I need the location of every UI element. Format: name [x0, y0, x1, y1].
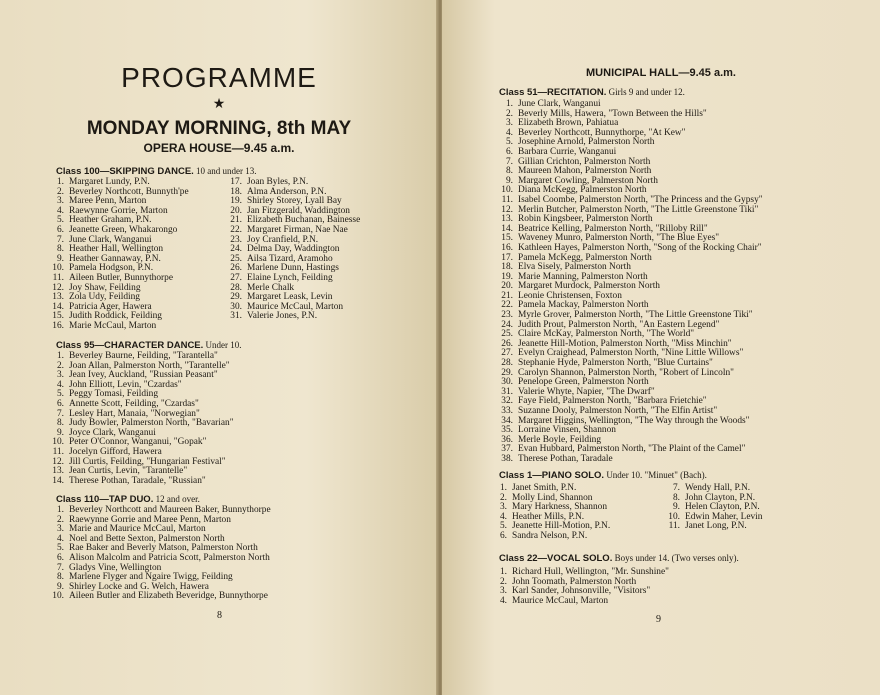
class-51-list [495, 100, 763, 465]
item-number: 3. [56, 524, 64, 535]
item-number: 2. [505, 108, 513, 119]
item-number: 6. [56, 398, 64, 409]
item-text: Jean Curtis, Levin, "Tarantelle" [69, 466, 188, 477]
item-number: 4. [56, 379, 64, 390]
item-number: 11. [52, 272, 64, 283]
item-text: Margaret Firman, Nae Nae [247, 224, 348, 235]
class-95-heading: Class 95—CHARACTER DANCE. Under 10. [56, 340, 242, 351]
item-text: Elizabeth Brown, Pahiatua [518, 118, 619, 129]
item-text: Heather Hall, Wellington [69, 244, 164, 255]
item-number: 7. [505, 156, 513, 167]
item-text: Penelope Green, Palmerston North [518, 377, 649, 388]
item-number: 13. [52, 292, 64, 303]
item-text: Delma Day, Waddington [247, 244, 340, 255]
item-text: Patricia Ager, Hawera [69, 301, 152, 312]
class-22-heading: Class 22—VOCAL SOLO. Boys under 14. (Two verses only). [499, 553, 739, 564]
item-text: Valerie Whyte, Napier, "The Dwarf" [518, 386, 655, 397]
item-text: Alison Malcolm and Patricia Scott, Palmerston North [69, 552, 270, 563]
item-text: Pamela Hodgson, P.N. [69, 263, 154, 274]
item-number: 20. [230, 205, 242, 216]
item-number: 23. [230, 234, 242, 245]
item-number: 20. [501, 281, 513, 292]
item-text: Beverley Northcott and Maureen Baker, Bunnythorpe [69, 505, 271, 515]
item-number: 29. [501, 367, 513, 378]
class-51-heading: Class 51—RECITATION. Girls 9 and under 12. [499, 87, 685, 98]
item-number: 3. [56, 196, 64, 207]
item-number: 6. [56, 224, 64, 235]
item-number: 30. [501, 377, 513, 388]
item-text: Raewynne Gorrie and Maree Penn, Marton [69, 514, 231, 525]
item-text: Gillian Crichton, Palmerston North [518, 156, 651, 167]
item-text: Mary Harkness, Shannon [512, 502, 608, 513]
class-1-list-a [489, 484, 610, 542]
item-number: 4. [505, 127, 513, 138]
list-item [662, 522, 762, 532]
item-text: Merle Chalk [247, 282, 295, 293]
item-number: 25. [230, 253, 242, 264]
item-number: 2. [56, 514, 64, 525]
item-number: 16. [52, 320, 64, 331]
item-number: 26. [501, 338, 513, 349]
item-text: Valerie Jones, P.N. [247, 311, 318, 322]
page-number: 9 [656, 614, 661, 625]
item-text: Waveney Munro, Palmerston North, "The Blue Eyes" [518, 233, 720, 244]
item-number: 35. [501, 425, 513, 436]
item-number: 8. [56, 572, 64, 583]
item-text: Jeanette Green, Whakarongo [69, 224, 178, 235]
list-item [46, 322, 189, 332]
item-text: Jeanette Hill-Motion, Palmerston North, "Miss Minchin" [518, 338, 732, 349]
item-number: 18. [501, 262, 513, 273]
item-number: 16. [501, 242, 513, 253]
item-number: 22. [501, 300, 513, 311]
item-number: 18. [230, 186, 242, 197]
item-number: 21. [501, 290, 513, 301]
item-number: 1. [56, 351, 64, 361]
list-item [495, 455, 763, 465]
item-number: 8. [56, 418, 64, 429]
item-number: 3. [499, 586, 507, 597]
item-number: 3. [56, 370, 64, 381]
item-text: John Toomath, Palmerston North [512, 576, 637, 587]
item-number: 5. [56, 543, 64, 554]
item-number: 17. [501, 252, 513, 263]
item-number: 23. [501, 310, 513, 321]
item-number: 14. [501, 223, 513, 234]
item-text: Joan Allan, Palmerston North, "Tarantelle" [69, 360, 230, 371]
item-number: 11. [668, 521, 680, 532]
item-text: Beverly Mills, Hawera, "Town Between the Hills" [518, 108, 707, 119]
item-number: 9. [505, 175, 513, 186]
item-number: 2. [56, 360, 64, 371]
item-text: Heather Gannaway, P.N. [69, 253, 161, 264]
item-number: 31. [501, 386, 513, 397]
item-number: 8. [505, 166, 513, 177]
item-text: Jean Ivey, Auckland, "Russian Peasant" [69, 370, 218, 381]
item-text: Gladys Vine, Wellington [69, 562, 162, 573]
item-number: 12. [52, 456, 64, 467]
item-text: Karl Sander, Johnsonville, "Visitors" [512, 586, 651, 597]
item-number: 14. [52, 301, 64, 312]
item-number: 12. [52, 282, 64, 293]
item-number: 17. [230, 177, 242, 187]
list-item [489, 532, 610, 542]
item-number: 10. [52, 263, 64, 274]
star-icon: ★ [212, 95, 226, 111]
item-number: 7. [56, 234, 64, 245]
item-number: 12. [501, 204, 513, 215]
item-text: Josephine Arnold, Palmerston North [518, 137, 655, 148]
item-text: Judy Bowler, Palmerston North, "Bavarian" [69, 418, 234, 429]
item-text: Shirley Storey, Lyall Bay [247, 196, 342, 207]
item-text: Leonie Christensen, Foxton [518, 290, 622, 301]
item-number: 22. [230, 224, 242, 235]
item-text: Marlene Flyger and Ngaire Twigg, Feilding [69, 572, 233, 583]
item-number: 29. [230, 292, 242, 303]
item-text: Maureen Mahon, Palmerston North [518, 166, 652, 177]
item-text: Merlin Butcher, Palmerston North, "The Little Greenstone Tiki" [518, 204, 759, 215]
item-number: 6. [505, 146, 513, 157]
class-22-list [489, 568, 669, 606]
item-number: 1. [56, 505, 64, 515]
item-text: Beatrice Kelling, Palmerston North, "Rilloby Rill" [518, 223, 708, 234]
item-number: 27. [501, 348, 513, 359]
item-number: 4. [56, 205, 64, 216]
item-text: Helen Clayton, P.N. [685, 502, 760, 513]
item-text: Elizabeth Buchanan, Bainesse [247, 215, 361, 226]
class-110-list [46, 506, 271, 602]
item-number: 37. [501, 444, 513, 455]
item-text: Wendy Hall, P.N. [685, 483, 751, 493]
item-text: June Clark, Wanganui [518, 99, 601, 109]
item-text: Peter O'Connor, Wanganui, "Gopak" [69, 437, 207, 448]
item-number: 21. [230, 215, 242, 226]
item-number: 15. [501, 233, 513, 244]
item-number: 36. [501, 434, 513, 445]
item-text: Molly Lind, Shannon [512, 492, 593, 503]
page-number: 8 [217, 610, 222, 621]
class-100-list-b [224, 178, 360, 322]
class-1-list-b [662, 484, 762, 532]
item-text: Noel and Bette Sexton, Palmerston North [69, 533, 225, 544]
right-page [442, 0, 880, 695]
item-text: Janet Smith, P.N. [512, 483, 577, 493]
item-text: Rae Baker and Beverly Matson, Palmerston North [69, 543, 258, 554]
item-number: 32. [501, 396, 513, 407]
item-number: 7. [56, 408, 64, 419]
item-number: 1. [499, 483, 507, 493]
item-number: 33. [501, 406, 513, 416]
item-number: 24. [501, 319, 513, 330]
item-number: 10. [52, 591, 64, 602]
item-text: Isabel Coombe, Palmerston North, "The Princess and the Gypsy" [518, 194, 763, 205]
item-number: 9. [56, 581, 64, 592]
item-number: 6. [56, 552, 64, 563]
list-item [46, 477, 234, 487]
item-text: Heather Graham, P.N. [69, 215, 152, 226]
item-text: Lorraine Vinsen, Shannon [518, 425, 616, 436]
item-text: Lesley Hart, Manaia, "Norwegian" [69, 408, 200, 419]
item-number: 15. [52, 311, 64, 322]
item-number: 38. [501, 453, 513, 464]
item-number: 10. [501, 185, 513, 196]
item-number: 28. [501, 358, 513, 369]
item-text: Marie McCaul, Marton [69, 320, 157, 331]
item-text: Richard Hull, Wellington, "Mr. Sunshine" [512, 567, 669, 577]
class-1-heading: Class 1—PIANO SOLO. Under 10. "Minuet" (Bach). [499, 470, 707, 481]
item-text: Sandra Nelson, P.N. [512, 530, 588, 541]
item-number: 8. [56, 244, 64, 255]
item-number: 5. [499, 521, 507, 532]
item-number: 27. [230, 272, 242, 283]
item-text: Therese Pothan, Taradale [518, 453, 613, 464]
item-text: Maree Penn, Marton [69, 196, 147, 207]
item-text: Pamela Mackay, Palmerston North [518, 300, 649, 311]
item-number: 28. [230, 282, 242, 293]
item-text: Zola Udy, Feilding [69, 292, 140, 303]
item-text: Peggy Tomasi, Feilding [69, 389, 159, 400]
item-text: Suzanne Dooly, Palmerston North, "The Elfin Artist" [518, 406, 718, 416]
item-text: Aileen Butler and Elizabeth Beveridge, Bunnythorpe [69, 591, 268, 602]
item-text: Margaret Cowling, Palmerston North [518, 175, 658, 186]
item-number: 30. [230, 301, 242, 312]
item-text: Carolyn Shannon, Palmerston North, "Robert of Lincoln" [518, 367, 734, 378]
item-text: Raewynne Gorrie, Marton [69, 205, 168, 216]
item-number: 7. [56, 562, 64, 573]
item-number: 2. [56, 186, 64, 197]
programme-title: PROGRAMME [121, 62, 317, 93]
class-100-list-a [46, 178, 189, 332]
item-number: 25. [501, 329, 513, 340]
item-text: June Clark, Wanganui [69, 234, 152, 245]
item-text: Barbara Currie, Wanganui [518, 146, 617, 157]
class-95-list [46, 352, 234, 486]
item-number: 1. [499, 567, 507, 577]
item-number: 11. [52, 446, 64, 457]
item-text: Therese Pothan, Taradale, "Russian" [69, 475, 206, 486]
session-heading: MONDAY MORNING, 8th MAY [86, 118, 352, 139]
venue-heading: OPERA HOUSE—9.45 a.m. [143, 141, 295, 155]
item-text: Shirley Locke and G. Welch, Hawera [69, 581, 209, 592]
item-text: John Clayton, P.N. [685, 492, 756, 503]
item-text: Marie and Maurice McCaul, Marton [69, 524, 206, 535]
list-item [489, 597, 669, 607]
item-number: 4. [499, 511, 507, 522]
item-text: Joyce Clark, Wanganui [69, 427, 156, 438]
item-number: 4. [499, 595, 507, 606]
item-number: 3. [505, 118, 513, 129]
item-text: Edwin Maher, Levin [685, 511, 763, 522]
item-text: Heather Mills, P.N. [512, 511, 585, 522]
item-text: Judith Prout, Palmerston North, "An Eastern Legend" [518, 319, 720, 330]
item-text: Diana McKegg, Palmerston North [518, 185, 647, 196]
item-text: Robin Kingsbeer, Palmerston North [518, 214, 653, 225]
item-number: 3. [499, 502, 507, 513]
item-number: 9. [56, 427, 64, 438]
item-text: Joy Cranfield, P.N. [247, 234, 319, 245]
item-number: 19. [230, 196, 242, 207]
item-text: Beverley Northcott, Bunnyth'pe [69, 186, 189, 197]
item-text: John Elliott, Levin, "Czardas" [69, 379, 182, 390]
item-number: 19. [501, 271, 513, 282]
item-text: Marie Manning, Palmerston North [518, 271, 648, 282]
item-number: 9. [672, 502, 680, 513]
item-number: 34. [501, 415, 513, 426]
item-number: 6. [499, 530, 507, 541]
item-text: Margaret Leask, Levin [247, 292, 333, 303]
item-number: 31. [230, 311, 242, 322]
item-number: 7. [672, 483, 680, 493]
item-text: Maurice McCaul, Marton [247, 301, 344, 312]
item-number: 5. [56, 389, 64, 400]
item-text: Kathleen Hayes, Palmerston North, "Song of the Rocking Chair" [518, 242, 762, 253]
item-number: 10. [52, 437, 64, 448]
item-number: 14. [52, 475, 64, 486]
item-text: Merle Boyle, Feilding [518, 434, 602, 445]
item-number: 2. [499, 576, 507, 587]
item-number: 13. [501, 214, 513, 225]
item-text: Jill Curtis, Feilding, "Hungarian Festival" [69, 456, 226, 467]
item-number: 1. [505, 99, 513, 109]
item-text: Margaret Lundy, P.N. [69, 177, 150, 187]
item-text: Evan Hubbard, Palmerston North, "The Plaint of the Camel" [518, 444, 746, 455]
item-number: 11. [501, 194, 513, 205]
item-text: Jeanette Hill-Motion, P.N. [512, 521, 611, 532]
item-text: Joy Shaw, Feilding [69, 282, 141, 293]
item-number: 9. [56, 253, 64, 264]
item-text: Myrle Grover, Palmerston North, "The Little Greenstone Tiki" [518, 310, 753, 321]
item-number: 8. [672, 492, 680, 503]
item-number: 2. [499, 492, 507, 503]
item-text: Pamela McKegg, Palmerston North [518, 252, 652, 263]
item-text: Beverley Northcott, Bunnythorpe, "At Kew" [518, 127, 686, 138]
item-text: Maurice McCaul, Marton [512, 595, 609, 606]
item-text: Alma Anderson, P.N. [247, 186, 327, 197]
item-text: Marlene Dunn, Hastings [247, 263, 339, 274]
item-number: 5. [56, 215, 64, 226]
venue-heading: MUNICIPAL HALL—9.45 a.m. [586, 67, 736, 79]
item-text: Margaret Murdock, Palmerston North [518, 281, 660, 292]
item-text: Jan Fitzgerald, Waddington [247, 205, 350, 216]
item-text: Stephanie Hyde, Palmerston North, "Blue Curtains" [518, 358, 713, 369]
item-text: Joan Byles, P.N. [247, 177, 309, 187]
item-number: 24. [230, 244, 242, 255]
item-text: Claire McKay, Palmerston North, "The World" [518, 329, 695, 340]
class-100-heading: Class 100—SKIPPING DANCE. 10 and under 13. [56, 166, 257, 177]
item-number: 26. [230, 263, 242, 274]
item-text: Annette Scott, Feilding, "Czardas" [69, 398, 199, 409]
item-text: Elaine Lynch, Feilding [247, 272, 333, 283]
class-110-heading: Class 110—TAP DUO. 12 and over. [56, 494, 200, 505]
left-page [0, 0, 438, 695]
item-text: Evelyn Craighead, Palmerston North, "Nine Little Willows" [518, 348, 744, 359]
item-number: 10. [668, 511, 680, 522]
item-text: Jocelyn Gifford, Hawera [69, 446, 162, 457]
item-text: Beverley Baurne, Feilding, "Tarantella" [69, 351, 218, 361]
item-text: Judith Roddick, Feilding [69, 311, 162, 322]
item-number: 13. [52, 466, 64, 477]
item-text: Janet Long, P.N. [685, 521, 747, 532]
list-item [224, 312, 360, 322]
item-text: Faye Field, Palmerston North, "Barbara Frietchie" [518, 396, 707, 407]
item-number: 1. [56, 177, 64, 187]
item-text: Elva Sisely, Palmerston North [518, 262, 631, 273]
item-text: Ailsa Tizard, Aramoho [247, 253, 333, 264]
item-number: 4. [56, 533, 64, 544]
item-text: Aileen Butler, Bunnythorpe [69, 272, 174, 283]
item-text: Margaret Higgins, Wellington, "The Way through the Woods" [518, 415, 750, 426]
item-number: 5. [505, 137, 513, 148]
list-item [46, 592, 271, 602]
